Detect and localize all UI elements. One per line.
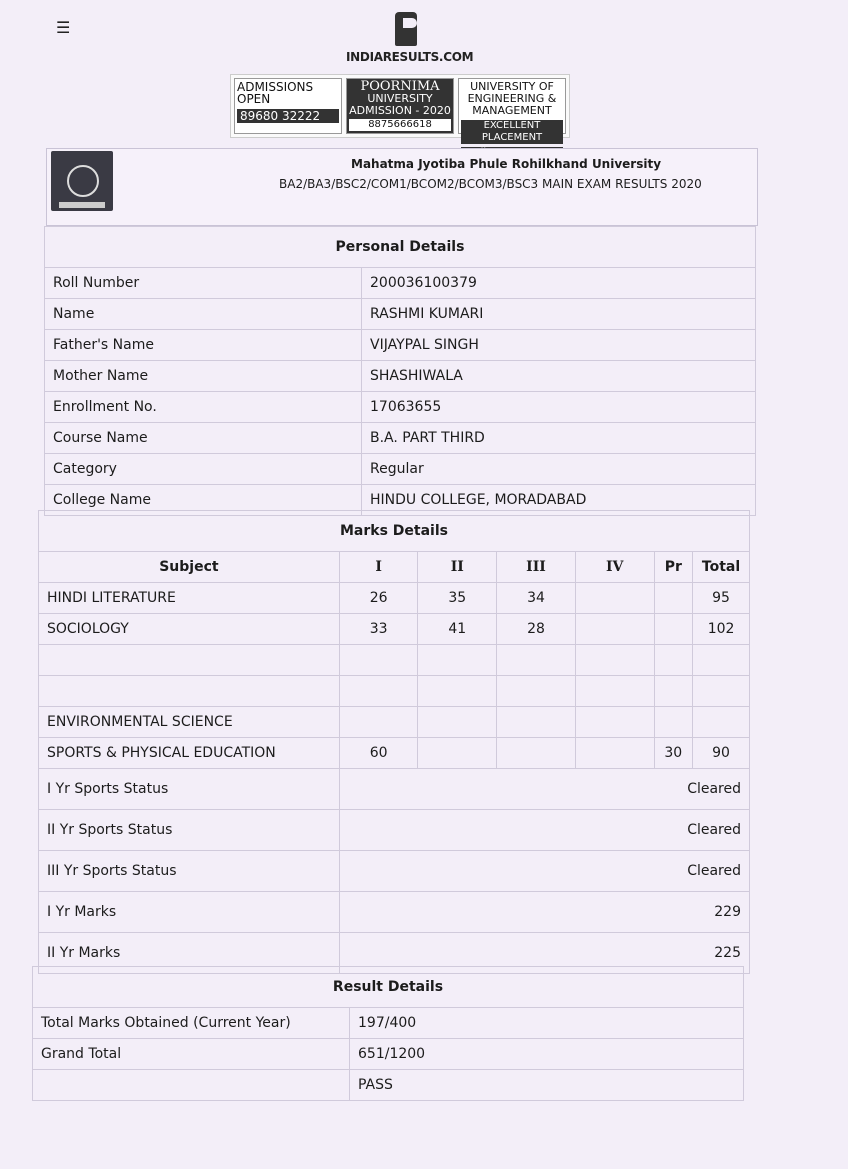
table-row: [45, 423, 756, 454]
table-row: [45, 330, 756, 361]
mark-cell: [497, 645, 576, 676]
status-value: Cleared: [339, 769, 749, 810]
table-row: [39, 851, 750, 892]
ad-title: ADMISSIONS: [237, 80, 314, 94]
table-row: [39, 583, 750, 614]
field-label: Mother Name: [45, 361, 362, 392]
mark-cell: [418, 738, 497, 769]
mark-cell: [654, 707, 693, 738]
field-label: Course Name: [45, 423, 362, 454]
subject-name: SOCIOLOGY: [39, 614, 340, 645]
field-label: Roll Number: [45, 268, 362, 299]
status-label: I Yr Marks: [39, 892, 340, 933]
field-value: VIJAYPAL SINGH: [362, 330, 756, 361]
table-row: [39, 892, 750, 933]
ad-sub: OPEN: [237, 92, 271, 106]
mark-cell: 95: [693, 583, 750, 614]
mark-cell: [339, 645, 418, 676]
table-row: [39, 769, 750, 810]
ad-phone: 8875666618: [349, 119, 451, 131]
mark-cell: [575, 676, 654, 707]
field-value: 200036100379: [362, 268, 756, 299]
mark-cell: [575, 614, 654, 645]
section-title: Result Details: [33, 967, 744, 1008]
result-label: [33, 1070, 350, 1101]
mark-cell: [654, 583, 693, 614]
field-label: Father's Name: [45, 330, 362, 361]
mark-cell: 90: [693, 738, 750, 769]
ad-line3: ADMISSION - 2020: [349, 104, 451, 117]
status-label: II Yr Sports Status: [39, 810, 340, 851]
mark-cell: [418, 707, 497, 738]
mark-cell: [693, 676, 750, 707]
mark-cell: [339, 707, 418, 738]
status-label: I Yr Sports Status: [39, 769, 340, 810]
column-header: Pr: [654, 552, 693, 583]
ad-poornima[interactable]: [346, 78, 454, 134]
table-row: [39, 645, 750, 676]
mark-cell: [575, 707, 654, 738]
column-header: Total: [693, 552, 750, 583]
status-value: 229: [339, 892, 749, 933]
subject-name: ENVIRONMENTAL SCIENCE: [39, 707, 340, 738]
table-row: [39, 676, 750, 707]
status-value: 225: [339, 933, 749, 974]
subject-name: HINDI LITERATURE: [39, 583, 340, 614]
mark-cell: [693, 707, 750, 738]
subject-name: SPORTS & PHYSICAL EDUCATION: [39, 738, 340, 769]
site-name: INDIARESULTS.COM: [346, 50, 474, 64]
menu-icon[interactable]: ☰: [56, 18, 71, 37]
result-header: [46, 148, 758, 226]
table-row: [45, 361, 756, 392]
result-value: PASS: [350, 1070, 744, 1101]
table-row: [45, 299, 756, 330]
subject-name: [39, 676, 340, 707]
result-value: 651/1200: [350, 1039, 744, 1070]
personal-details-table: [44, 226, 756, 516]
mark-cell: 60: [339, 738, 418, 769]
ad-banner: [230, 74, 570, 143]
status-value: Cleared: [339, 810, 749, 851]
mark-cell: [497, 676, 576, 707]
table-row: [39, 810, 750, 851]
result-label: Total Marks Obtained (Current Year): [33, 1008, 350, 1039]
mark-cell: [418, 645, 497, 676]
field-value: B.A. PART THIRD: [362, 423, 756, 454]
subject-name: [39, 645, 340, 676]
mark-cell: 33: [339, 614, 418, 645]
ad-admissions[interactable]: [234, 78, 342, 134]
marks-details-table: [38, 510, 750, 974]
university-seal-icon: [51, 151, 113, 211]
ad-phone: 89680 32222: [237, 109, 339, 123]
site-logo[interactable]: [346, 12, 474, 64]
field-label: Enrollment No.: [45, 392, 362, 423]
column-header: Subject: [39, 552, 340, 583]
field-value: Regular: [362, 454, 756, 485]
mark-cell: [418, 676, 497, 707]
mark-cell: 35: [418, 583, 497, 614]
result-value: 197/400: [350, 1008, 744, 1039]
column-header: IV: [575, 552, 654, 583]
table-row: [33, 1039, 744, 1070]
ad-title: UNIVERSITY OF: [470, 80, 554, 93]
ad-line3: MANAGEMENT: [472, 104, 552, 117]
column-header: III: [497, 552, 576, 583]
table-row: [39, 707, 750, 738]
ad-uem[interactable]: [458, 78, 566, 143]
ad-title: POORNIMA: [360, 79, 440, 94]
field-value: 17063655: [362, 392, 756, 423]
result-label: Grand Total: [33, 1039, 350, 1070]
mark-cell: 26: [339, 583, 418, 614]
status-label: III Yr Sports Status: [39, 851, 340, 892]
table-row: [45, 392, 756, 423]
column-header: II: [418, 552, 497, 583]
mark-cell: [575, 583, 654, 614]
mark-cell: 30: [654, 738, 693, 769]
field-label: Name: [45, 299, 362, 330]
table-row: [33, 1008, 744, 1039]
exam-title: BA2/BA3/BSC2/COM1/BCOM2/BCOM3/BSC3 MAIN EXAM RESULTS 2020: [279, 177, 702, 191]
site-logo-icon: [395, 12, 417, 46]
field-label: College Name: [45, 485, 362, 516]
ad-line4: EXCELLENT PLACEMENT: [461, 120, 563, 144]
ad-sub: ENGINEERING &: [467, 92, 557, 105]
mark-cell: 28: [497, 614, 576, 645]
mark-cell: [339, 676, 418, 707]
table-row: [45, 454, 756, 485]
field-label: Category: [45, 454, 362, 485]
mark-cell: 102: [693, 614, 750, 645]
table-row: [33, 1070, 744, 1101]
ad-sub: UNIVERSITY: [367, 92, 433, 105]
mark-cell: 34: [497, 583, 576, 614]
column-header: I: [339, 552, 418, 583]
mark-cell: [575, 738, 654, 769]
mark-cell: [654, 676, 693, 707]
mark-cell: [575, 645, 654, 676]
section-title: Marks Details: [39, 511, 750, 552]
mark-cell: [693, 645, 750, 676]
status-label: II Yr Marks: [39, 933, 340, 974]
marks-header-row: [39, 552, 750, 583]
field-value: RASHMI KUMARI: [362, 299, 756, 330]
table-row: [39, 738, 750, 769]
university-name: Mahatma Jyotiba Phule Rohilkhand University: [351, 157, 662, 171]
table-row: [39, 614, 750, 645]
table-row: [45, 268, 756, 299]
status-value: Cleared: [339, 851, 749, 892]
mark-cell: [497, 707, 576, 738]
mark-cell: [654, 614, 693, 645]
result-details-table: [32, 966, 744, 1101]
mark-cell: [497, 738, 576, 769]
section-title: Personal Details: [45, 227, 756, 268]
mark-cell: 41: [418, 614, 497, 645]
mark-cell: [654, 645, 693, 676]
field-value: HINDU COLLEGE, MORADABAD: [362, 485, 756, 516]
field-value: SHASHIWALA: [362, 361, 756, 392]
